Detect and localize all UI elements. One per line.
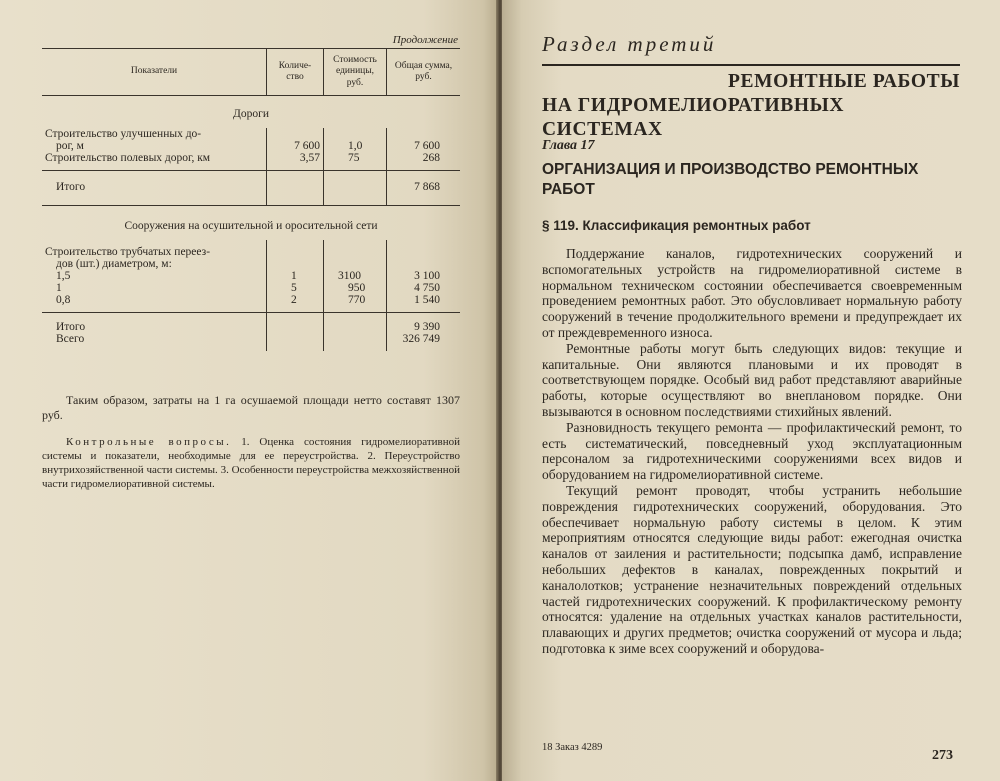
table-row — [42, 140, 460, 152]
continuation-label: Продолжение — [392, 34, 458, 46]
table-row — [42, 282, 460, 294]
paragraph-title: § 119. Классификация ремонтных работ — [542, 218, 811, 233]
row-unit-cost: 950 — [324, 282, 387, 294]
page-number: 273 — [932, 748, 953, 763]
total-sum: 7 868 — [387, 171, 461, 206]
row-sum: 4 750 — [387, 282, 461, 294]
row-unit-cost: 3100 — [324, 270, 387, 282]
total-row — [42, 171, 460, 206]
row-qty: 1 — [267, 270, 324, 282]
table-header-row — [42, 49, 460, 96]
part-title — [542, 70, 960, 142]
questions-text: 1. Оценка состояния гидромелиоративной системы и показатели, необходимые для ее переустройства. 2. Переустройство внутрихозяйственной части системы. 3. Особенности переустройства межхозяйственной части гидромелиоративной системы. — [42, 436, 460, 490]
table-row — [42, 152, 460, 171]
total-label: Итого — [42, 171, 267, 206]
total-row — [42, 313, 460, 334]
chapter-label: Глава 17 — [542, 138, 595, 153]
grand-total-sum: 326 749 — [387, 333, 461, 351]
table-row — [42, 294, 460, 313]
row-qty: 3,57 — [267, 152, 324, 171]
total-label: Итого — [56, 321, 86, 334]
row-label: Строительство трубчатых переез- — [45, 246, 211, 259]
header-total-sum: Общая сумма, руб. — [387, 49, 461, 96]
row-sum: 268 — [387, 152, 461, 171]
row-label: рог, м — [56, 140, 84, 153]
row-label: 1,5 — [56, 270, 71, 283]
table-row — [42, 246, 460, 258]
header-quantity: Количе- ство — [267, 49, 324, 96]
body-paragraph: Ремонтные работы могут быть следующих видов: текущие и капитальные. Они являются плановыми и их проводят в соответствующем порядке. Особый вид работ представляют аварийные работы, которые осуществляют во внеплановом порядке. Они вызываются в основном последствиями стихийных явлений. — [542, 340, 962, 419]
section-rule — [542, 64, 960, 66]
body-paragraph: Разновидность текущего ремонта — профилактический ремонт, то есть систематический, повседневный уход эксплуатационным персоналом за гидротехническими сооружениями всех видов и оборудованием на гидромелиоративной системе. — [542, 419, 962, 483]
row-unit-cost: 770 — [324, 294, 387, 313]
body-paragraph: Поддержание каналов, гидротехнических сооружений и вспомогательных устройств на гидромелиоративной системе в нормальном техническом состоянии обеспечивается своевременным проведением ремонтных работ. Это обусловливает нормальную работу сооружений в течение продолжительного времени и предупреждает их от преждевременного износа. — [542, 246, 962, 340]
cost-table — [42, 48, 460, 351]
row-sum: 1 540 — [387, 294, 461, 313]
grand-total-row — [42, 333, 460, 351]
chapter-title: ОРГАНИЗАЦИЯ И ПРОИЗВОДСТВО РЕМОНТНЫХ РАБОТ — [542, 161, 919, 198]
section-row — [42, 96, 460, 129]
total-sum: 9 390 — [387, 313, 461, 334]
print-footer: 18 Заказ 4289 — [542, 742, 603, 753]
body-paragraph: Текущий ремонт проводят, чтобы устранить небольшие повреждения гидротехнических сооружений, оборудования. Это обеспечивает нормальную работу системы в целом. К этим мероприятиям относятся следующие виды работ: ежегодная очистка каналов от заиления и растительности; подсыпка дамб, исправление небольших дефектов в каналах, поврежденных покрытий и каналолотков; устранение незначительных повреждений отдельных частей гидротехнических сооружений. К профилактическому ремонту относятся: удаление на отдельных участках каналов растительности, плавающих и других предметов; очистка сооружений от мусора и льда; подготовка к зиме всех сооружений и оборудова- — [542, 482, 962, 656]
section-title-structures: Сооружения на осушительной и оросительной сети — [42, 206, 460, 241]
row-unit-cost: 1,0 — [324, 140, 387, 152]
row-sum: 3 100 — [387, 270, 461, 282]
row-qty: 2 — [267, 294, 324, 313]
left-page — [0, 0, 498, 781]
body-text — [542, 246, 962, 657]
questions-paragraph — [42, 435, 460, 491]
right-page — [502, 0, 1000, 781]
section-heading: Раздел третий — [542, 32, 717, 56]
table-row — [42, 258, 460, 270]
row-label: 0,8 — [42, 294, 267, 313]
header-indicators: Показатели — [42, 49, 267, 96]
summary-paragraph: Таким образом, затраты на 1 га осушаемой площади нетто составят 1307 руб. — [42, 393, 460, 422]
section-title-roads: Дороги — [233, 108, 269, 121]
row-qty: 7 600 — [267, 140, 324, 152]
row-qty: 5 — [267, 282, 324, 294]
section-row — [42, 206, 460, 241]
row-label: Строительство полевых дорог, км — [42, 152, 267, 171]
row-unit-cost: 75 — [324, 152, 387, 171]
row-label: дов (шт.) диаметром, м: — [56, 258, 172, 271]
part-title-line2: НА ГИДРОМЕЛИОРАТИВНЫХ СИСТЕМАХ — [542, 95, 845, 140]
grand-total-label: Всего — [56, 333, 85, 346]
header-unit-cost: Стоимость единицы, руб. — [324, 49, 387, 96]
row-sum: 7 600 — [387, 140, 461, 152]
row-label: 1 — [56, 282, 62, 295]
table-row — [42, 270, 460, 282]
row-label: Строительство улучшенных до- — [45, 128, 202, 141]
questions-label: Контрольные вопросы. — [66, 436, 232, 448]
table-row — [42, 128, 460, 140]
part-title-line1: РЕМОНТНЫЕ РАБОТЫ — [727, 71, 960, 92]
